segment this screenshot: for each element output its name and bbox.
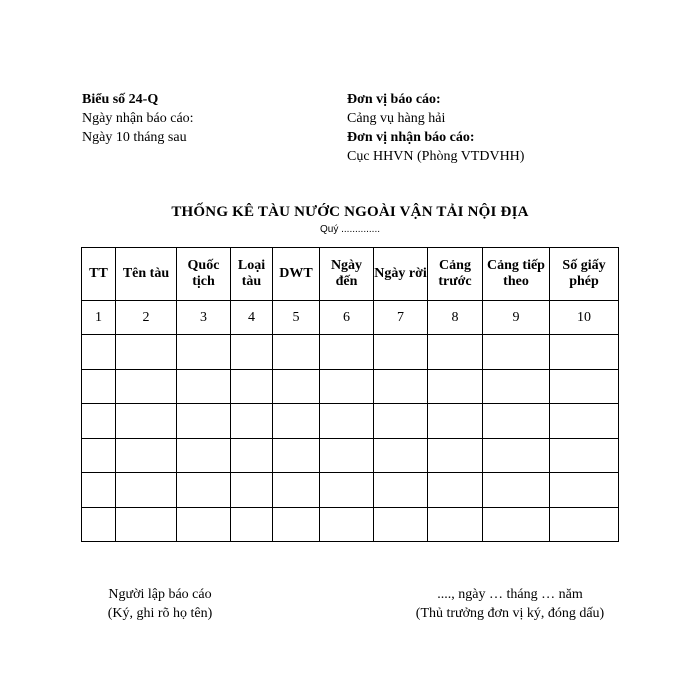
table-cell xyxy=(273,369,320,404)
column-number-row xyxy=(82,301,619,335)
col-header-next-port: Cảng tiếp theo xyxy=(483,248,550,301)
column-number: 3 xyxy=(177,301,231,335)
table-cell xyxy=(273,438,320,473)
table-cell xyxy=(320,404,374,439)
report-date-label: Ngày nhận báo cáo: xyxy=(82,111,194,126)
table-cell xyxy=(483,369,550,404)
table-cell xyxy=(231,438,273,473)
table-cell xyxy=(273,507,320,542)
column-number: 1 xyxy=(82,301,116,335)
table-cell xyxy=(231,507,273,542)
table-cell xyxy=(320,507,374,542)
table-cell xyxy=(82,507,116,542)
receiving-unit-value: Cục HHVN (Phòng VTDVHH) xyxy=(347,149,525,164)
table-cell xyxy=(550,438,619,473)
table-row xyxy=(82,473,619,508)
table-row xyxy=(82,369,619,404)
table-cell xyxy=(177,507,231,542)
table-row xyxy=(82,438,619,473)
column-number: 2 xyxy=(116,301,177,335)
document-title: THỐNG KÊ TÀU NƯỚC NGOÀI VẬN TẢI NỘI ĐỊA xyxy=(171,204,529,220)
col-header-previous-port: Cảng trước xyxy=(428,248,483,301)
table-cell xyxy=(177,369,231,404)
table-cell xyxy=(231,473,273,508)
table-cell xyxy=(82,473,116,508)
table-cell xyxy=(374,438,428,473)
date-line: ...., ngày … tháng … năm xyxy=(437,587,583,602)
table-cell xyxy=(82,438,116,473)
table-cell xyxy=(428,473,483,508)
table-cell xyxy=(483,473,550,508)
table-cell xyxy=(374,404,428,439)
column-number: 4 xyxy=(231,301,273,335)
header-left xyxy=(82,90,194,147)
table-cell xyxy=(82,335,116,370)
preparer-note: (Ký, ghi rõ họ tên) xyxy=(107,606,213,621)
table-cell xyxy=(550,404,619,439)
table-cell xyxy=(374,335,428,370)
table-cell xyxy=(231,369,273,404)
table-cell xyxy=(374,507,428,542)
table-cell xyxy=(82,369,116,404)
col-header-ship-type: Loại tàu xyxy=(231,248,273,301)
table-cell xyxy=(82,404,116,439)
preparer-title: Người lập báo cáo xyxy=(108,587,212,602)
table-cell xyxy=(428,507,483,542)
col-header-dwt: DWT xyxy=(273,248,320,301)
table-cell xyxy=(320,335,374,370)
table-cell xyxy=(231,404,273,439)
table-cell xyxy=(483,438,550,473)
column-number: 9 xyxy=(483,301,550,335)
table-cell xyxy=(116,507,177,542)
column-number: 10 xyxy=(550,301,619,335)
table-cell xyxy=(273,473,320,508)
table-cell xyxy=(116,438,177,473)
column-number: 7 xyxy=(374,301,428,335)
col-header-ship-name: Tên tàu xyxy=(116,248,177,301)
col-header-permit-number: Số giấy phép xyxy=(550,248,619,301)
table-cell xyxy=(428,404,483,439)
table-row xyxy=(82,404,619,439)
table-cell xyxy=(177,335,231,370)
preparer-signature-block xyxy=(95,585,225,623)
form-number: Biểu số 24-Q xyxy=(82,92,159,107)
statistics-table xyxy=(81,247,619,542)
table-cell xyxy=(273,404,320,439)
column-number: 6 xyxy=(320,301,374,335)
table-cell xyxy=(428,369,483,404)
table-cell xyxy=(550,473,619,508)
header-right xyxy=(347,90,524,166)
col-header-arrival-date: Ngày đến xyxy=(320,248,374,301)
reporting-unit-label: Đơn vị báo cáo: xyxy=(347,92,441,107)
table-cell xyxy=(550,335,619,370)
table-cell xyxy=(116,369,177,404)
table-cell xyxy=(116,473,177,508)
table-cell xyxy=(550,369,619,404)
column-number: 5 xyxy=(273,301,320,335)
table-cell xyxy=(483,507,550,542)
column-number: 8 xyxy=(428,301,483,335)
table-cell xyxy=(116,335,177,370)
table-cell xyxy=(177,438,231,473)
col-header-nationality: Quốc tịch xyxy=(177,248,231,301)
col-header-departure-date: Ngày rời xyxy=(374,248,428,301)
table-cell xyxy=(320,438,374,473)
report-date-value: Ngày 10 tháng sau xyxy=(82,130,187,145)
table-cell xyxy=(428,335,483,370)
signer-note: (Thủ trưởng đơn vị ký, đóng dấu) xyxy=(415,606,605,621)
reporting-unit-value: Cảng vụ hàng hải xyxy=(347,111,446,126)
table-cell xyxy=(320,369,374,404)
table-cell xyxy=(483,404,550,439)
table-header-row xyxy=(82,248,619,301)
table-cell xyxy=(550,507,619,542)
table-cell xyxy=(116,404,177,439)
table-cell xyxy=(231,335,273,370)
table-cell xyxy=(374,473,428,508)
table-cell xyxy=(177,404,231,439)
table-cell xyxy=(374,369,428,404)
receiving-unit-label: Đơn vị nhận báo cáo: xyxy=(347,130,475,145)
table-row xyxy=(82,335,619,370)
quarter-line: Quý .............. xyxy=(319,224,380,235)
table-cell xyxy=(483,335,550,370)
col-header-tt: TT xyxy=(82,248,116,301)
table-cell xyxy=(320,473,374,508)
table-row xyxy=(82,507,619,542)
table-cell xyxy=(428,438,483,473)
table-cell xyxy=(177,473,231,508)
head-signature-block xyxy=(400,585,620,623)
table-cell xyxy=(273,335,320,370)
